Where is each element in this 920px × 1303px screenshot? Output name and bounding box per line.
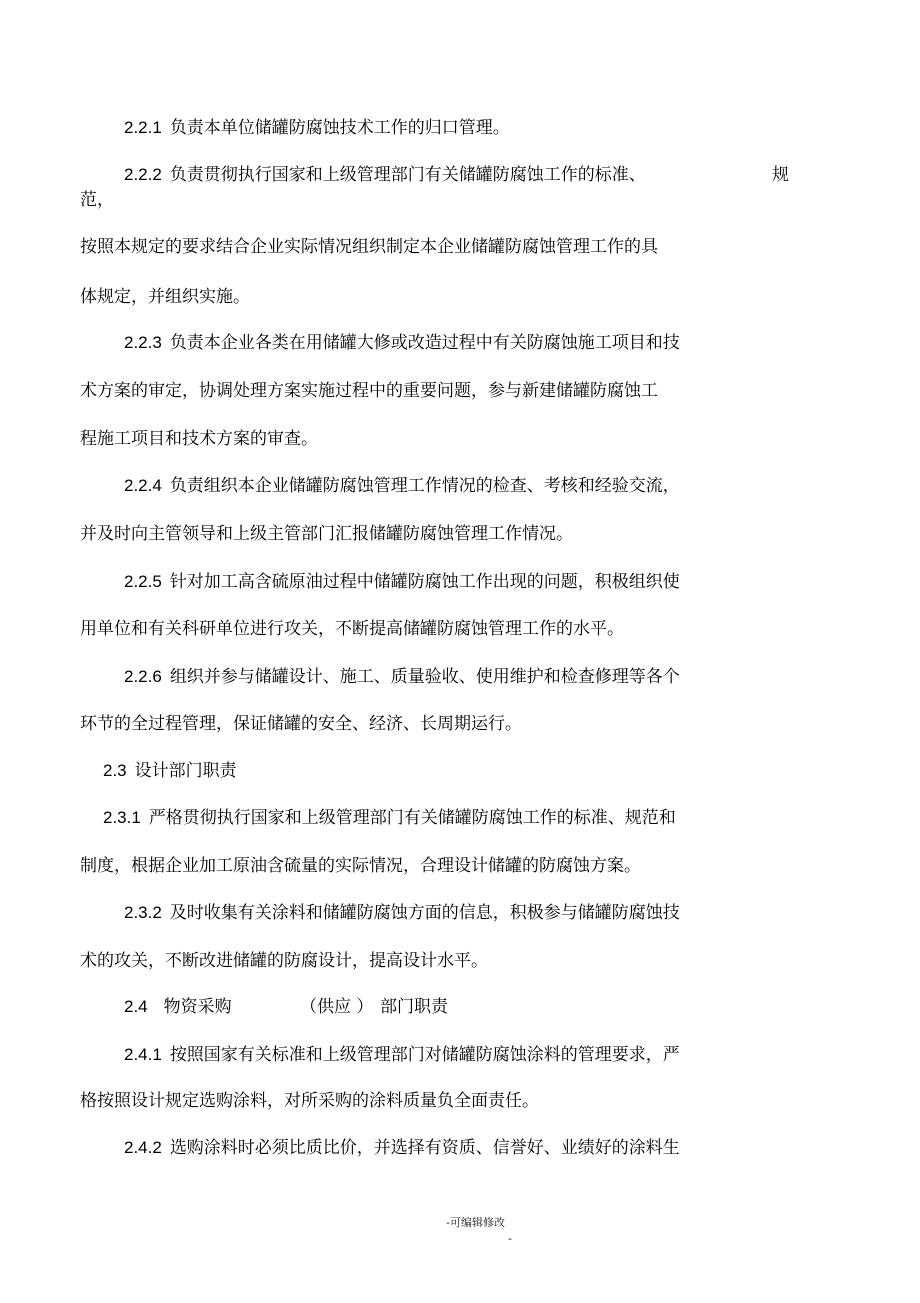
paragraph-text: 负责本企业各类在用储罐大修或改造过程中有关防腐蚀施工项目和技: [169, 333, 680, 353]
paragraph-2-2-3-line-1: [124, 332, 680, 354]
paragraph-text: 负责本单位储罐防腐蚀技术工作的归口管理。: [169, 118, 510, 138]
paragraph-text: 选购涂料时必须比质比价，并选择有资质、信誉好、业绩好的涂料生: [169, 1138, 680, 1158]
paragraph-2-2-5-line-1: [124, 571, 680, 593]
paragraph-2-2-6-line-2: 环节的全过程管理，保证储罐的安全、经济、长周期运行。: [80, 714, 522, 734]
section-number: 2.2.3: [124, 333, 162, 352]
paragraph-2-2-2-line-4: 体规定，并组织实施。: [80, 287, 250, 307]
section-title-part-2: （供应 ）: [300, 997, 374, 1017]
section-number: 2.4: [124, 997, 148, 1016]
paragraph-2-4-1-line-2: 格按照设计规定选购涂料，对所采购的涂料质量负全面责任。: [80, 1091, 539, 1111]
paragraph-text: 严格贯彻执行国家和上级管理部门有关储罐防腐蚀工作的标准、规范和: [148, 808, 676, 828]
footer-editable-note: -可编辑修改: [446, 1216, 505, 1229]
paragraph-text: 按照国家有关标准和上级管理部门对储罐防腐蚀涂料的管理要求，严: [169, 1045, 680, 1065]
paragraph-2-4-2-line-1: [124, 1137, 680, 1159]
section-number: 2.2.1: [124, 118, 162, 137]
paragraph-2-2-3-line-3: 程施工项目和技术方案的审查。: [80, 429, 318, 449]
paragraph-text: 负责贯彻执行国家和上级管理部门有关储罐防腐蚀工作的标准、: [169, 165, 646, 185]
section-number: 2.3.2: [124, 903, 162, 922]
paragraph-text: 及时收集有关涂料和储罐防腐蚀方面的信息，积极参与储罐防腐蚀技: [169, 903, 680, 923]
paragraph-2-3-2-line-2: 术的攻关，不断改进储罐的防腐设计，提高设计水平。: [80, 951, 488, 971]
paragraph-2-2-2-line-1: [124, 164, 646, 186]
section-number: 2.4.2: [124, 1138, 162, 1157]
section-number: 2.2.5: [124, 572, 162, 591]
section-heading-2-3: [103, 760, 237, 782]
paragraph-2-2-1-line-1: [124, 117, 510, 139]
paragraph-2-4-1-line-1: [124, 1044, 680, 1066]
section-title-part-1: 物资采购: [163, 997, 232, 1017]
paragraph-2-3-1-line-2: 制度，根据企业加工原油含硫量的实际情况，合理设计储罐的防腐蚀方案。: [80, 856, 641, 876]
section-number: 2.2.6: [124, 667, 162, 686]
paragraph-2-2-4-line-2: 并及时向主管领导和上级主管部门汇报储罐防腐蚀管理工作情况。: [80, 524, 573, 544]
paragraph-2-3-1-line-1: [103, 807, 676, 829]
paragraph-2-2-6-line-1: [124, 666, 680, 688]
paragraph-2-3-2-line-1: [124, 902, 680, 924]
paragraph-2-2-2-line-1-tail: 规: [772, 165, 789, 185]
paragraph-text: 负责组织本企业储罐防腐蚀管理工作情况的检查、考核和经验交流，: [169, 476, 680, 496]
section-title-part-3: 部门职责: [380, 997, 448, 1017]
section-number: 2.3.1: [103, 808, 141, 827]
paragraph-2-2-2-line-2: 范，: [80, 190, 114, 210]
paragraph-2-2-3-line-2: 术方案的审定，协调处理方案实施过程中的重要问题，参与新建储罐防腐蚀工: [80, 381, 658, 401]
paragraph-text: 组织并参与储罐设计、施工、质量验收、使用维护和检查修理等各个: [169, 667, 680, 687]
footer-mark: -: [508, 1232, 512, 1245]
section-number: 2.2.2: [124, 165, 162, 184]
section-number: 2.2.4: [124, 476, 162, 495]
section-heading-2-4: [124, 996, 232, 1018]
section-number: 2.3: [103, 761, 127, 780]
paragraph-2-2-2-line-3: 按照本规定的要求结合企业实际情况组织制定本企业储罐防腐蚀管理工作的具: [80, 237, 658, 257]
section-number: 2.4.1: [124, 1045, 162, 1064]
paragraph-text: 针对加工高含硫原油过程中储罐防腐蚀工作出现的问题，积极组织使: [169, 572, 680, 592]
paragraph-2-2-4-line-1: [124, 475, 680, 497]
paragraph-2-2-5-line-2: 用单位和有关科研单位进行攻关，不断提高储罐防腐蚀管理工作的水平。: [80, 619, 624, 639]
section-title: 设计部门职责: [134, 761, 237, 781]
